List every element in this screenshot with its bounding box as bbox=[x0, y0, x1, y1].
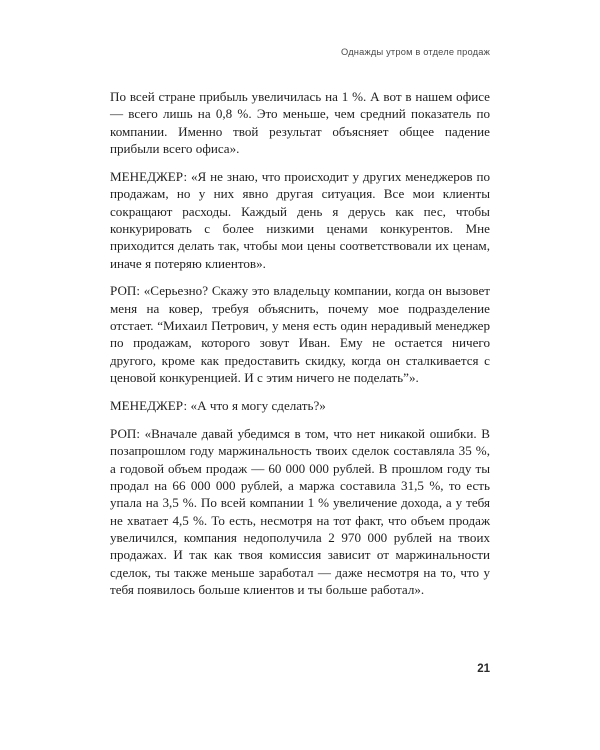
paragraph-manager-2: МЕНЕДЖЕР: «А что я могу сделать?» bbox=[110, 398, 326, 413]
running-head: Однажды утром в отделе продаж bbox=[341, 47, 490, 57]
paragraph-intro: По всей стране прибыль увеличилась на 1 %. А вот в нашем офисе — всего лишь на 0,8 %. Это меньше, чем средний показатель по компании. Именно твой результат объясняет общее падение прибыли всего офиса». bbox=[110, 89, 490, 157]
paragraph-rop-2: РОП: «Вначале давай убедимся в том, что нет никакой ошибки. В позапрошлом году маржинальность твоих сделок составляла 35 %, а годовой объем продаж — 60 000 000 рублей. В прошлом году ты продал на 66 000 000 рублей, а маржа составила 31,5 %, то есть упала на 3,5 %. По всей компании 1 % увеличение дохода, а у тебя не хватает 4,5 %. То есть, несмотря на тот факт, что объем продаж увеличился, компания недополучила 2 970 000 рублей на твоих продажах. И так как твоя комиссия зависит от маржинальности сделок, ты также меньше заработал — даже несмотря на то, что у тебя появилось больше клиентов и ты больше работал». bbox=[110, 425, 490, 597]
paragraph-manager-1: МЕНЕДЖЕР: «Я не знаю, что происходит у других менеджеров по продажам, но у них явно другая ситуация. Все мои клиенты сокращают расходы. Каждый день я дерусь как пес, чтобы конкурировать с более низкими ценами конкурентов. Мне приходится делать так, чтобы мои цены соответствовали их ценам, иначе я потеряю клиентов». bbox=[110, 168, 490, 271]
page-number: 21 bbox=[477, 663, 490, 675]
paragraph-rop-1: РОП: «Серьезно? Скажу это владельцу компании, когда он вызовет меня на ковер, требуя объяснить, почему мое подразделение отстает. “Михаил Петрович, у меня есть один нерадивый менеджер по продажам, которого зовут Иван. Ему не остается ничего другого, кроме как предоставить скидку, когда он сталкивается с ценовой конкуренцией. И с этим ничего не поделать”». bbox=[110, 283, 490, 386]
body-text-block bbox=[110, 88, 490, 598]
